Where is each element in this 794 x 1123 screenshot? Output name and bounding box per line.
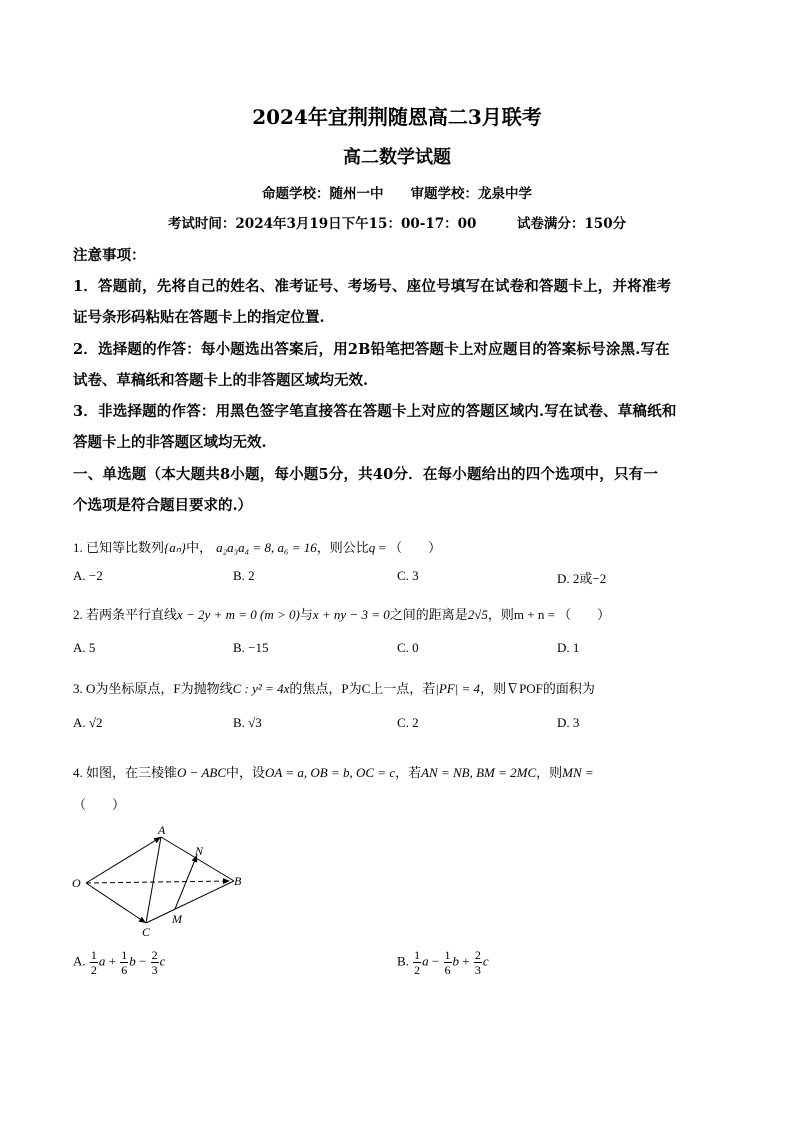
q1-sequence: {aₙ} xyxy=(164,540,187,555)
q2-option-d[interactable]: D. 1 xyxy=(557,640,580,655)
q3-option-b[interactable]: B. √3 xyxy=(233,715,262,730)
q4-option-b-label: B. xyxy=(397,953,409,969)
q1-text-post: ，则公比 xyxy=(316,540,369,555)
q2-text-pre: 2. 若两条平行直线 xyxy=(73,607,178,622)
exam-subtitle: 高二数学试题 xyxy=(343,147,451,168)
note-1-line-1: 1．答题前，先将自己的姓名、准考证号、考场号、座位号填写在试卷和答题卡上，并将准考 xyxy=(73,278,672,295)
vector-oc xyxy=(86,883,146,923)
note-1-line-2: 证号条形码粘贴在答题卡上的指定位置. xyxy=(73,309,325,326)
exam-title: 2024年宜荆荆随恩高二3月联考 xyxy=(252,105,542,129)
vector-ob xyxy=(86,881,230,883)
fraction: $\frac{1}{2}$ xyxy=(414,948,421,977)
exam-schools: 命题学校：随州一中 审题学校：龙泉中学 xyxy=(262,186,532,202)
question-4 xyxy=(73,762,594,781)
q4-text-mid2: ，若 xyxy=(395,765,422,780)
fraction: $\frac{1}{6}$ xyxy=(444,948,451,977)
question-2 xyxy=(73,604,610,623)
q3-pf: |PF| = 4 xyxy=(435,681,481,696)
q2-distance: 2√5 xyxy=(467,607,488,622)
note-3-line-1: 3．非选择题的作答：用黑色签字笔直接答在答题卡上对应的答题区域内.写在试卷、草稿纸和 xyxy=(73,403,677,420)
q2-text-post: 之间的距离是 xyxy=(389,607,468,622)
q2-text-tail: ，则m + n = （ ） xyxy=(487,607,611,622)
label-b: B xyxy=(234,874,242,888)
q4-option-b[interactable]: B. $\frac{1}{2}$ a − $\frac{1}{6}$ b + $\frac{2}{3}$ c xyxy=(397,948,489,977)
q1-text-mid: 中， xyxy=(186,540,213,555)
note-2-line-2: 试卷、草稿纸和答题卡上的非答题区域均无效. xyxy=(73,372,369,389)
pyramid-figure xyxy=(68,822,258,942)
q4-vectors: OA = a, OB = b, OC = c xyxy=(265,765,396,780)
label-n: N xyxy=(195,844,204,858)
fraction: $\frac{1}{6}$ xyxy=(121,948,128,977)
q4-text-tail: ，则 xyxy=(536,765,563,780)
q3-option-d[interactable]: D. 3 xyxy=(557,715,580,730)
q1-condition: a₂a₃a₄ = 8, a₆ = 16 xyxy=(216,540,317,555)
q1-option-c[interactable]: C. 3 xyxy=(397,568,419,583)
section-1-line-1: 一、单选题（本大题共8小题，每小题5分，共40分．在每小题给出的四个选项中，只有一 xyxy=(73,466,659,483)
q1-option-d[interactable]: D. 2或−2 xyxy=(557,571,607,586)
question-3 xyxy=(73,678,595,697)
q3-text-tail: ，则∇POF的面积为 xyxy=(480,681,595,696)
q4-solid: O − ABC xyxy=(177,765,226,780)
q2-option-b[interactable]: B. −15 xyxy=(233,640,269,655)
q4-text-mid: 中，设 xyxy=(226,765,266,780)
edge-cb xyxy=(146,881,234,923)
q4-answer-paren: （ ） xyxy=(73,797,126,812)
label-m: M xyxy=(172,912,182,926)
question-1 xyxy=(73,537,441,556)
fraction: $\frac{2}{3}$ xyxy=(151,948,158,977)
vector-oa xyxy=(86,837,161,883)
q4-option-a[interactable]: A. $\frac{1}{2}$ a + $\frac{1}{6}$ b − $\frac{2}{3}$ c xyxy=(73,948,166,977)
q3-option-a[interactable]: A. √2 xyxy=(73,715,103,730)
q3-text-pre: 3. O为坐标原点，F为抛物线 xyxy=(73,681,233,696)
q1-text-tail: = （ ） xyxy=(375,540,442,555)
edge-ac xyxy=(146,837,161,923)
q2-option-a[interactable]: A. 5 xyxy=(73,640,96,655)
q1-ratio-symbol: q xyxy=(368,540,376,555)
q3-option-c[interactable]: C. 2 xyxy=(397,715,419,730)
q3-text-mid: 的焦点，P为C上一点，若 xyxy=(289,681,436,696)
fraction: $\frac{1}{2}$ xyxy=(90,948,97,977)
label-o: O xyxy=(72,876,81,890)
q1-text-pre: 1. 已知等比数列 xyxy=(73,540,165,555)
q2-option-c[interactable]: C. 0 xyxy=(397,640,419,655)
section-1-line-2: 个选项是符合题目要求的.） xyxy=(73,497,253,514)
q1-option-a[interactable]: A. −2 xyxy=(73,568,103,583)
fraction: $\frac{2}{3}$ xyxy=(474,948,481,977)
exam-time: 考试时间：2024年3月19日下午15：00-17：00 试卷满分：150分 xyxy=(167,216,627,232)
q4-option-a-label: A. xyxy=(73,953,86,969)
note-3-line-2: 答题卡上的非答题区域均无效. xyxy=(73,434,267,451)
q4-target: MN = xyxy=(562,765,594,780)
q4-condition: AN = NB, BM = 2MC xyxy=(421,765,537,780)
note-2-line-1: 2．选择题的作答：每小题选出答案后，用2B铅笔把答题卡上对应题目的答案标号涂黑.写在 xyxy=(73,341,670,358)
q4-text-pre: 4. 如图，在三棱锥 xyxy=(73,765,178,780)
q2-text-mid: 与 xyxy=(299,607,313,622)
label-a: A xyxy=(158,823,166,837)
notes-heading: 注意事项： xyxy=(73,247,146,264)
q1-option-b[interactable]: B. 2 xyxy=(233,568,255,583)
q3-curve: C : y² = 4x xyxy=(232,681,290,696)
q2-line-2: x + ny − 3 = 0 xyxy=(312,607,390,622)
label-c: C xyxy=(142,925,151,939)
q2-line-1: x − 2y + m = 0 (m > 0) xyxy=(177,607,300,622)
